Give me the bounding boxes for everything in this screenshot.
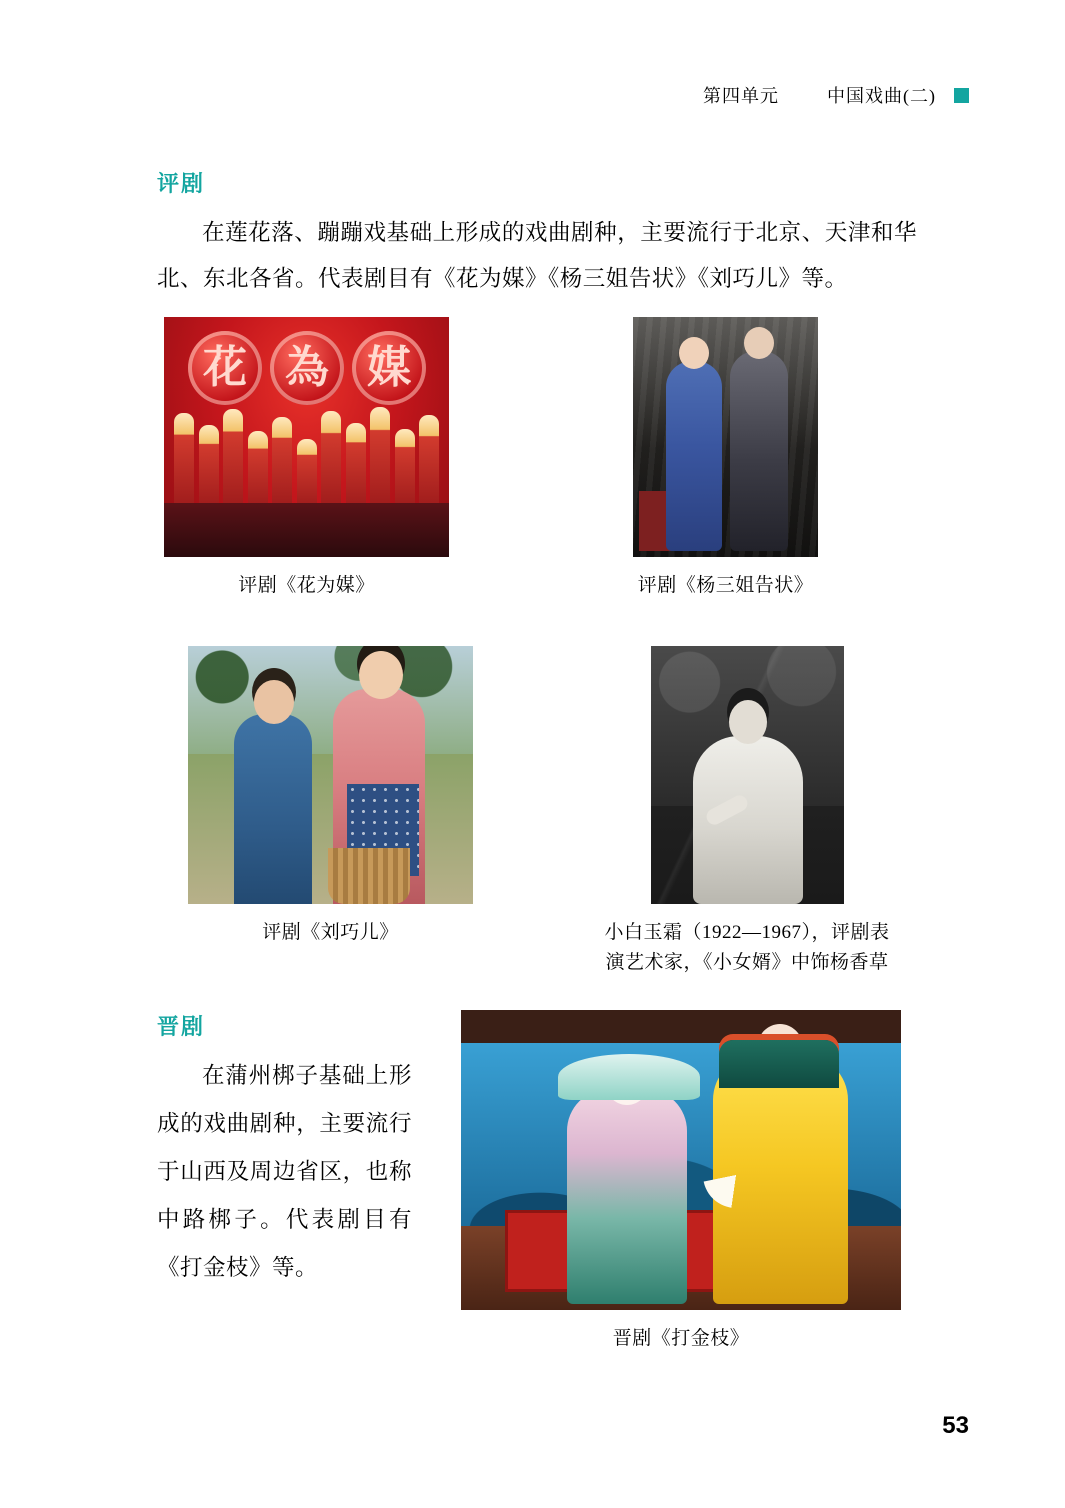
caption-line-2: 演艺术家，《小女婿》中饰杨香草 [605, 952, 889, 973]
figure-huaweimei [164, 317, 449, 601]
stage-floor [164, 503, 449, 557]
section-heading-pingju: 评剧 [157, 171, 206, 196]
performer-dan [567, 1089, 687, 1304]
caption-dajinzhi: 晋剧《打金枝》 [612, 1328, 750, 1349]
stage-top-band [461, 1010, 901, 1043]
performer-left [234, 714, 312, 904]
header-square-icon [954, 88, 969, 103]
figure-xiaobaiyushuang [604, 646, 890, 978]
header-title: 中国戏曲(二) [827, 86, 936, 106]
caption-yangsanjie: 评剧《杨三姐告状》 [637, 575, 814, 596]
performers-group [174, 399, 439, 509]
seal-char-2: 為 [270, 331, 344, 405]
performer-blue [666, 361, 722, 551]
image-dajinzhi [461, 1010, 901, 1310]
caption-huaweimei: 评剧《花为媒》 [238, 575, 375, 596]
figure-dajinzhi [461, 1010, 901, 1354]
section-heading-jinju: 晋剧 [157, 1014, 206, 1039]
dan-headdress [558, 1054, 700, 1100]
seal-char-1: 花 [188, 331, 262, 405]
image-huaweimei [164, 317, 449, 557]
caption-liuqiaoer: 评剧《刘巧儿》 [262, 922, 399, 943]
image-liuqiaoer [188, 646, 473, 904]
sheng-hat [719, 1040, 839, 1088]
page-number: 53 [942, 1412, 969, 1439]
page-header [703, 82, 969, 108]
figure-yangsanjie [633, 317, 818, 601]
red-chair-left [505, 1210, 575, 1292]
paragraph-jinju: 在蒲州梆子基础上形成的戏曲剧种，主要流行于山西及周边省区，也称中路梆子。代表剧目有《打金枝》等。 [157, 1063, 412, 1280]
performer-dark [730, 351, 788, 551]
image-xiaobaiyushuang [651, 646, 844, 904]
header-unit-label: 第四单元 [703, 86, 779, 106]
seal-char-3: 媒 [352, 331, 426, 405]
woven-basket [328, 848, 410, 904]
paragraph-pingju: 在莲花落、蹦蹦戏基础上形成的戏曲剧种，主要流行于北京、天津和华北、东北各省。代表剧目有《花为媒》《杨三姐告状》《刘巧儿》等。 [157, 220, 917, 291]
figure-liuqiaoer [188, 646, 473, 948]
caption-xiaobaiyushuang [557, 918, 937, 978]
caption-line-1: 小白玉霜（1922—1967），评剧表 [604, 922, 890, 943]
image-yangsanjie [633, 317, 818, 557]
